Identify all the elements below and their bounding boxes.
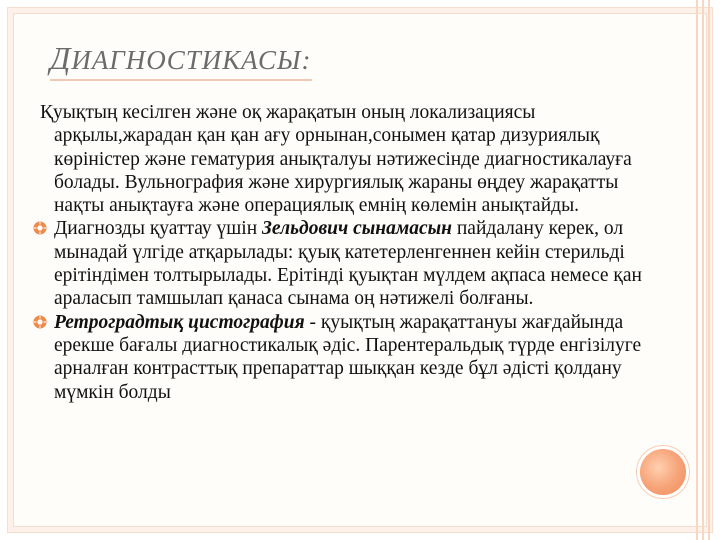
decorative-orb (640, 449, 686, 495)
slide-title (50, 40, 312, 81)
title-rest: ИАГНОСТИКАСЫ: (71, 45, 312, 75)
sun-bullet-icon (32, 314, 48, 330)
bullet-emphasis: Ретроградтық цистография (54, 311, 305, 333)
sun-bullet-icon (32, 220, 48, 236)
bullet-text-end: - қуықтың жарақаттануы жағдайында ерекше бағалы диагностикалық әдіс. Парентеральдық түрде енгізілуге арналған контрасттық препараттар шыққан кезде бұл әдісті қолдану мүмкін болды (54, 311, 642, 403)
bullet-emphasis: Зельдович сынамасын (262, 218, 452, 240)
bullet-item (36, 311, 666, 404)
bullet-text-end: пайдалану керек, ол мынадай үлгіде атқарылады: қуық катетерленгеннен кейін стерильді ерітіндімен толтырылады. Ерітінді қуықтан мүлдем ақпаса немесе қан араласып тамшылап қанаса сынама оң нәтижелі болғаны. (54, 218, 642, 310)
slide-body (36, 101, 666, 404)
decorative-stripes (690, 0, 720, 540)
bullet-item (36, 217, 666, 310)
intro-paragraph: Қуықтың кесілген және оқ жарақатын оның локализациясы арқылы,жарадан қан қан ағу орнынан,сонымен қатар дизуриялық көріністер және гематурия анықталуы нәтижесінде диагностикалауға болады. Вульнография және хирургиялық жараны өңдеу жарақатты нақты анықтауға және операциялық емнің көлемін анықтайды. (40, 102, 632, 217)
bullet-text-start: Диагнозды қуаттау үшін (54, 218, 263, 240)
title-initial: Д (50, 40, 72, 76)
